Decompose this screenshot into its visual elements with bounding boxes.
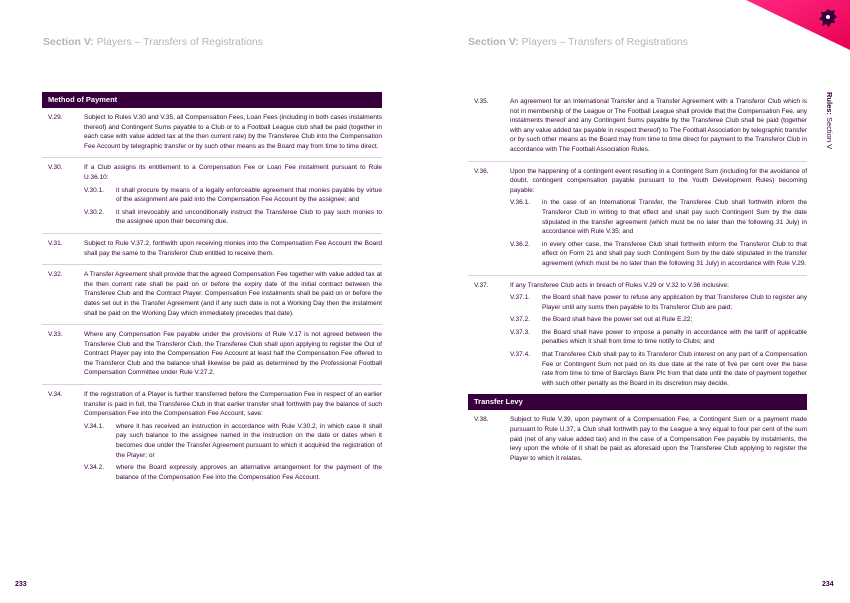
rule-number: V.35. xyxy=(474,98,489,105)
sub-rule xyxy=(510,198,807,236)
rule-row xyxy=(468,410,807,469)
rule-text: If a Club assigns its entitlement to a Compensation Fee or Loan Fee instalment pursuant to Rule U.36.10: xyxy=(84,164,382,181)
sub-rule-number: V.37.1. xyxy=(510,294,531,302)
rules-list xyxy=(468,410,807,469)
rule-text: If the registration of a Player is further transferred before the Compensation Fee in respect of an earlier transfer is paid in full, the Transferee Club in that earlier transfer shall forthwith pay the balance of such Compensation Fee into the Compensation Fee Account, save: xyxy=(84,391,382,418)
rule-text: An agreement for an International Transfer and a Transfer Agreement with a Transferor Club which is not in membership of the League or The Football League shall provide that the Compensation Fee, any instalments thereof and any Contingent Sums payable by the Transferee Club shall be paid (together with any value added tax payable in respect thereof) to The Football Association by telegraphic transfer or by such other means as the Board may from time to time direct for payment to the Transferor Club in accordance with The Football Association Rules. xyxy=(510,98,807,153)
sub-rule-number: V.37.3. xyxy=(510,328,531,336)
rule-body xyxy=(510,97,807,155)
page-number-left: 233 xyxy=(15,581,27,588)
sub-rule-number: V.34.1. xyxy=(84,422,105,430)
rule-row xyxy=(42,234,382,265)
rules-list xyxy=(468,92,807,394)
rule-number: V.30. xyxy=(48,164,63,172)
sub-rule-text: it shall procure by means of a legally enforceable agreement that monies payable by virtue of the assignment are paid into the Compensation Fee Account by the assignee; and xyxy=(116,186,382,204)
sub-rule xyxy=(84,463,382,482)
sub-rule xyxy=(84,422,382,460)
rule-body xyxy=(84,390,382,482)
transfer-levy-heading: Transfer Levy xyxy=(468,394,807,410)
sub-rule-text: that Transferee Club shall pay to its Transferor Club interest on any part of a Compensation Fee or Contingent Sum not paid on its due date at the rate of five per cent over the base rate from time to time of Barclays Bank Plc from that date until the date of payment together with such other penalty as the Board in its discretion may decide. xyxy=(542,351,807,387)
sub-rule-number: V.34.2. xyxy=(84,464,105,472)
sub-rule xyxy=(510,293,807,312)
sub-rule-number: V.36.2. xyxy=(510,240,531,248)
sub-rule-text: in the case of an International Transfer, the Transferee Club shall forthwith inform the Transferor Club in writing to that effect and shall pay such Contingent Sum by the date stipulated in the transfer agreement (which must be no later than the following 31 July) in accordance with Rule V.35; and xyxy=(542,199,807,236)
rule-text: Subject to Rule V.39, upon payment of a Compensation Fee, a Contingent Sum or a payment made pursuant to Rule U.37, a Club shall forthwith pay to the League a levy equal to four per cent of the sum paid (net of any value added tax) and in the case of a Compensation Fee payable by instalments, the levy upon the whole of it shall be paid as aforesaid upon the Transferee Club applying to register the Player to which it relates. xyxy=(510,416,807,462)
rule-body xyxy=(84,113,382,151)
sub-rule xyxy=(510,240,807,269)
rule-body xyxy=(510,167,807,269)
sub-rule xyxy=(84,208,382,227)
rule-text: Upon the happening of a contingent event resulting in a Contingent Sum (including for the avoidance of doubt, contingent compensation payable pursuant to the Youth Development Rules) becoming payable: xyxy=(510,167,807,194)
rule-text: Where any Compensation Fee payable under the provisions of Rule V.17 is not agreed between the Transferee Club and the Transferor Club, the Transferee Club shall upon applying to register the Out of Contract Player pay into the Compensation Fee Account at least half the Compensation Fee offered to the Transferor Club and the balance shall likewise be paid as determined by the Professional Football Compensation Committee under Rule V.27.2. xyxy=(84,331,382,377)
sub-rule-text: in every other case, the Transferee Club shall forthwith inform the Transferor Club to that effect on Form 21 and shall pay such Contingent Sum by the date stipulated in the transfer agreement (which must be no later than the following 31 July) in accordance with Rule V.29. xyxy=(542,240,807,267)
rule-number: V.37. xyxy=(474,281,489,289)
rules-list xyxy=(42,108,382,488)
rule-text: Subject to Rule V.37.2, forthwith upon receiving monies into the Compensation Fee Account the Board shall pay the same to the Transferor Club entitled to receive them. xyxy=(84,239,382,257)
method-of-payment-heading: Method of Payment xyxy=(42,92,382,108)
sub-rule-number: V.37.2. xyxy=(510,316,531,324)
rule-row xyxy=(42,158,382,234)
corner-brand-graphic xyxy=(746,0,850,50)
sub-rule-text: the Board shall have the power set out at Rule E.22; xyxy=(542,316,693,324)
rule-body xyxy=(84,330,382,378)
sub-rule xyxy=(84,186,382,205)
sub-rule-number: V.30.2. xyxy=(84,208,105,216)
rule-body xyxy=(84,239,382,258)
rule-row xyxy=(42,108,382,158)
rule-text: A Transfer Agreement shall provide that the agreed Compensation Fee together with value added tax at the then current rate shall be paid on or before the expiry date of the initial contract between the Transferee Club and the Contract Player. Compensation Fee instalments shall be paid on or before the dates set out in the Transfer Agreement (and if any such date is not a Working Day then the instalment shall be paid on the Working Day which immediately precedes that date). xyxy=(84,271,382,317)
left-page-column xyxy=(42,92,382,488)
sub-rule-text: it shall irrevocably and unconditionally instruct the Transferee Club to pay such monies to the assignee upon their becoming due. xyxy=(116,208,382,226)
rule-number: V.38. xyxy=(474,416,489,424)
sub-rule-number: V.30.1. xyxy=(84,186,105,194)
rule-row xyxy=(468,92,807,162)
rule-text: If any Transferee Club acts in breach of Rules V.29 or V.32 to V.36 inclusive: xyxy=(510,281,729,289)
rule-number: V.33. xyxy=(48,331,63,339)
rule-number: V.31. xyxy=(48,239,63,247)
rule-row xyxy=(468,276,807,395)
premier-league-lion-icon xyxy=(818,8,838,30)
section-header-left: Section V: Players – Transfers of Registrations xyxy=(43,36,264,48)
sub-rule xyxy=(510,350,807,388)
rule-number: V.36. xyxy=(474,167,489,175)
rule-row xyxy=(42,385,382,488)
rule-text: Subject to Rules V.30 and V.35, all Compensation Fees, Loan Fees (including in both cases instalments thereof) and Contingent Sums payable to a Club or to a Football League club shall be paid (together in each case with value added tax at the then current rate) by the Transferee Club into the Compensation Fee Account by telegraphic transfer or by such other means as the Board may from time to time direct. xyxy=(84,114,382,150)
rule-body xyxy=(510,415,807,463)
rule-row xyxy=(42,265,382,325)
rule-row xyxy=(468,162,807,276)
rule-body xyxy=(84,270,382,318)
section-header-right: Section V: Players – Transfers of Registrations xyxy=(468,36,689,48)
sub-rule-number: V.36.1. xyxy=(510,199,531,207)
rule-number: V.34. xyxy=(48,391,63,399)
sub-rule-text: where the Board expressly approves an alternative arrangement for the payment of the balance of the Compensation Fee into the Compensation Fee Account. xyxy=(116,464,382,481)
page-number-right: 234 xyxy=(822,581,834,588)
sub-rule-number: V.37.4. xyxy=(510,351,531,359)
sub-rule xyxy=(510,315,807,325)
rule-body xyxy=(510,281,807,389)
rule-number: V.32. xyxy=(48,271,63,279)
rule-number: V.29. xyxy=(48,114,63,121)
side-tab: Rules: Section V xyxy=(825,92,834,150)
right-page-column xyxy=(468,92,807,469)
sub-rule-text: the Board shall have power to refuse any application by that Transferee Club to register any Player until any sums then payable to its Transferor Club are paid; xyxy=(542,294,807,311)
rule-row xyxy=(42,325,382,385)
sub-rule-text: where it has received an instruction in accordance with Rule V.30.2, in which case it shall pay such balance to the assignee named in the instruction on the date or dates when it becomes due under the Transfer Agreement pursuant to which it acquired the registration of the Player; or xyxy=(116,422,382,459)
sub-rule xyxy=(510,328,807,347)
sub-rule-text: the Board shall have power to impose a penalty in accordance with the tariff of applicable penalties which it shall from time to time notify to Clubs; and xyxy=(542,328,807,346)
rule-body xyxy=(84,163,382,227)
